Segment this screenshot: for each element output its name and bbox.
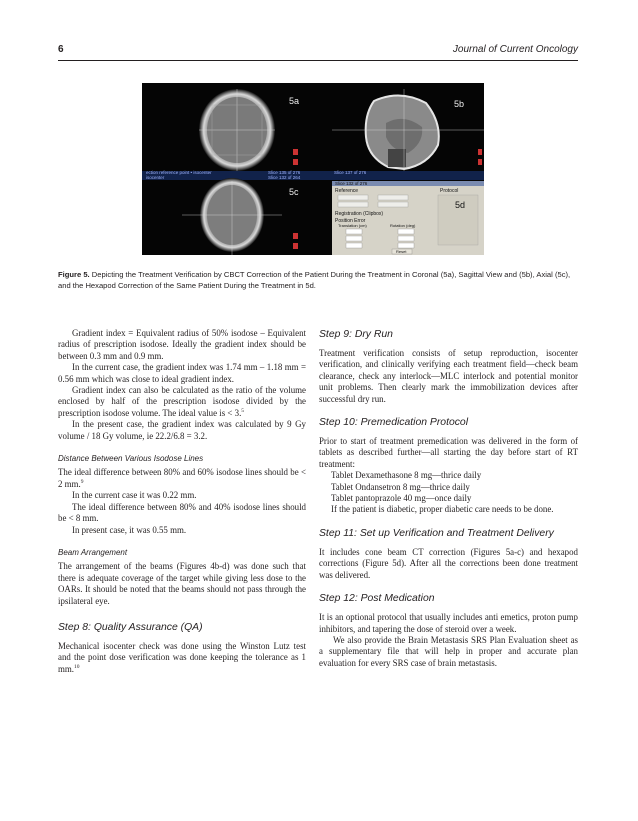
panel-5d-hexapod-dialog: [332, 181, 484, 255]
screen-text-registration: Registration (Clipbox): [335, 211, 384, 217]
caption-label: Figure 5.: [58, 270, 90, 279]
section-heading: Step 9: Dry Run: [319, 329, 393, 340]
panel-label-5a: 5a: [289, 96, 300, 106]
subheading: Distance Between Various Isodose Lines: [58, 454, 204, 464]
paragraph: Prior to start of treatment premedication was delivered in the form of tablets as described further—all starting the day before start of RT treatment:: [319, 436, 578, 469]
page-header: [58, 44, 578, 58]
paragraph: It includes cone beam CT correction (Figures 5a-c) and hexapod corrections (Figure 5d). After all the corrections been done treatment was delivered.: [319, 546, 578, 580]
screen-text-mid-right: Slice 132 of 276: [335, 181, 368, 186]
paragraph: Gradient index = Equivalent radius of 50% isodose – Equivalent radius of prescription isodose. Ideally the gradient index should be between 0.3 mm and 0.9 mm.: [58, 328, 306, 361]
panel-label-5c: 5c: [289, 187, 299, 197]
paragraph: Treatment verification consists of setup reproduction, isocenter verification, and clinically verifying each treatment field—check beam clearance, check any interlock—MLC interlock and potential monitor unit problems. Then clearly mark the immobilization devices after successful dry run.: [319, 348, 578, 404]
screen-text-reset: Reset: [396, 249, 407, 254]
subheading: Beam Arrangement: [58, 547, 128, 557]
page-number: 6: [58, 44, 64, 55]
paragraph: In the current case, the gradient index was 1.74 mm – 1.18 mm = 0.56 mm which was close to ideal gradient index.: [58, 362, 306, 384]
paragraph: In the present case, the gradient index was calculated by 9 Gy volume / 18 Gy volume, ie 22.2/6.8 = 3.2.: [58, 419, 306, 441]
list-item: Tablet pantoprazole 40 mg—once daily: [331, 493, 472, 504]
screen-text-rotation: Rotation (deg): [390, 223, 416, 228]
reference-number: 10: [74, 663, 80, 670]
paragraph: In the current case it was 0.22 mm.: [72, 490, 197, 501]
screen-text-top-right: Slice 137 of 276: [334, 170, 367, 175]
paragraph: It is an optional protocol that usually includes anti emetics, proton pump inhibitors, and tapering the dose of steroid over a week.: [319, 612, 578, 634]
paragraph: We also provide the Brain Metastasis SRS Plan Evaluation sheet as a supplementary file that will help in proper and accurate plan evaluation for every SRS case of brain metastasis.: [319, 634, 578, 668]
screen-text-mid-mid: Slice 132 of 264: [268, 175, 301, 180]
screen-text-mid-left: isocenter: [146, 175, 165, 180]
screen-text-top-mid: Slice 135 of 276: [268, 170, 301, 175]
section-heading: Step 11: Set up Verification and Treatment Delivery: [319, 527, 554, 539]
panel-label-5d: 5d: [455, 200, 466, 210]
reference-number: 9: [80, 478, 84, 485]
section-heading: Step 12: Post Medication: [319, 593, 435, 605]
header-rule: [58, 60, 578, 61]
list-item: Tablet Dexamethasone 8 mg—thrice daily: [331, 470, 482, 481]
list-item: If the patient is diabetic, proper diabetic care needs to be done.: [331, 504, 554, 515]
screen-text-top-left: ection reference point • isocenter: [146, 170, 212, 175]
left-column: [58, 328, 306, 675]
figure-caption: [58, 269, 578, 291]
paragraph: In present case, it was 0.55 mm.: [72, 524, 187, 535]
journal-title: Journal of Current Oncology: [452, 44, 578, 55]
list-item: Tablet Ondansetron 8 mg—thrice daily: [331, 481, 470, 492]
right-column: [319, 328, 578, 669]
paragraph: The ideal difference between 80% and 40% isodose lines should be < 8 mm.: [58, 501, 306, 524]
panel-label-5b: 5b: [454, 99, 465, 109]
paragraph: Mechanical isocenter check was done using the Winston Lutz test and the point dose verification was done keeping the tolerance as 1 mm.$^{10}$: [58, 640, 306, 674]
paragraph: The arrangement of the beams (Figures 4b-d) was done such that there is adequate coverage of the target while giving less dose to the OARs. It should be noted that the beams should not pass through the ipsilateral eye.: [58, 561, 306, 606]
paragraph: The ideal difference between 80% and 60% isodose lines should be < 2 mm.$^9$: [58, 467, 306, 489]
reference-number: 5: [241, 407, 245, 414]
screen-text-translation: Translation (cm): [338, 223, 367, 228]
paragraph: Gradient index can also be calculated as the ratio of the volume enclosed by half of the prescription isodose divided by the prescription isodose volume. The ideal value is < 3.$^5$: [58, 385, 306, 418]
screen-text-position-error: Position Error: [335, 218, 366, 224]
section-heading: Step 10: Premedication Protocol: [319, 417, 469, 429]
caption-text: Depicting the Treatment Verification by CBCT Correction of the Patient During the Treatment in Coronal (5a), Sagittal View and (5b), Axial (5c), and the Hexapod Correction of the Same Patient During the Treatment in 5d.: [58, 270, 571, 290]
ct-composite: [142, 83, 484, 255]
screen-text-reference: Reference: [335, 188, 359, 194]
section-heading: Step 8: Quality Assurance (QA): [58, 621, 203, 633]
screen-text-protocol: Protocol: [440, 188, 459, 194]
figure-5-image: [142, 83, 484, 255]
